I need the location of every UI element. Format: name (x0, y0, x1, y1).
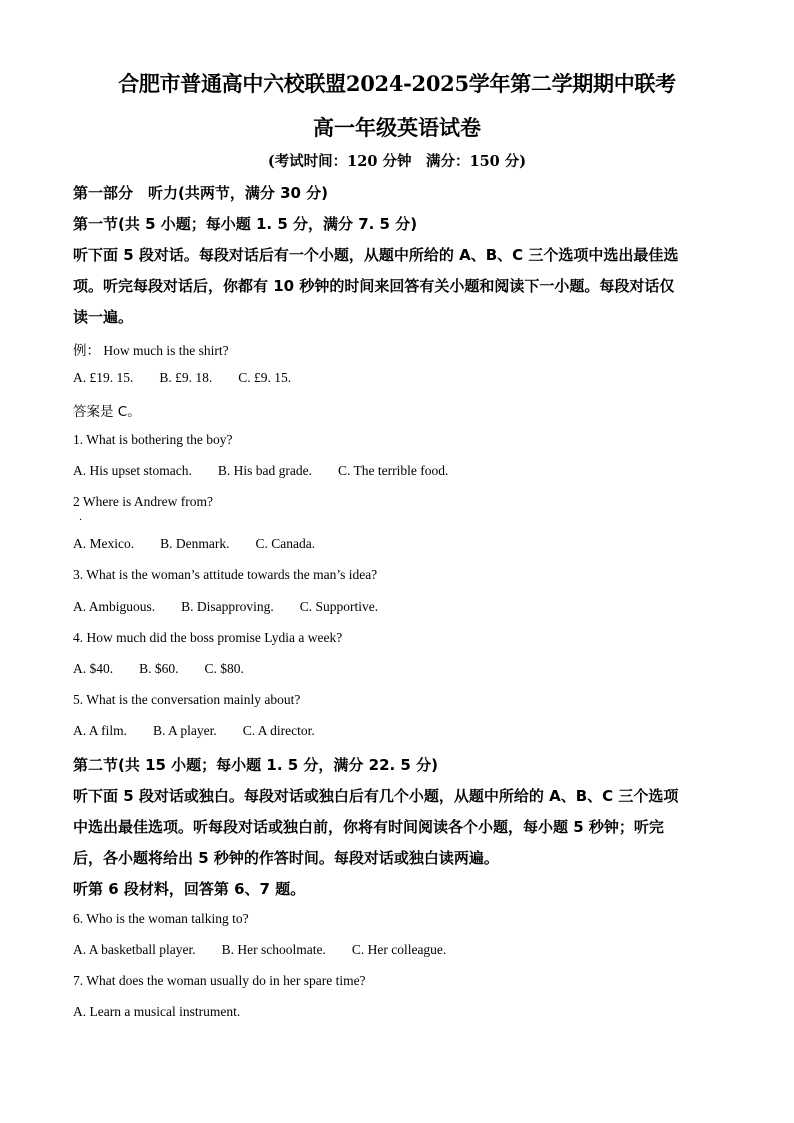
section1-instruction-line-2: 项。听完每段对话后，你都有 10 秒钟的时间来回答有关小题和阅读下一小题。每段对话仅 (73, 277, 675, 295)
option-b: B. Denmark. (160, 536, 230, 551)
question-1-options (73, 463, 448, 479)
material-note: 听第 6 段材料，回答第 6、7 题。 (73, 880, 306, 898)
option-b: B. $60. (139, 661, 179, 676)
question-6: 6. Who is the woman talking to? (73, 911, 249, 926)
section2-instruction-line-3: 后，各小题将给出 5 秒钟的作答时间。每段对话或独白读两遍。 (73, 849, 499, 867)
section2-instruction-line-1: 听下面 5 段对话或独白。每段对话或独白后有几个小题，从题中所给的 A、B、C 三个选项 (73, 787, 679, 805)
example-options (73, 370, 291, 386)
option-b: B. £9. 18. (159, 370, 213, 385)
option-a: A. Mexico. (73, 536, 135, 551)
question-4-options (73, 661, 244, 677)
question-5: 5. What is the conversation mainly about? (73, 692, 301, 707)
option-c: C. Canada. (255, 536, 316, 551)
option-c: C. A director. (242, 723, 315, 738)
exam-info: (考试时间：120 分钟 满分：150 分) (267, 153, 527, 170)
option-a: A. A film. (73, 723, 128, 738)
question-7: 7. What does the woman usually do in her spare time? (73, 973, 366, 988)
question-2: 2 Where is Andrew from? (73, 494, 213, 509)
question-6-options (73, 942, 446, 958)
option-c: C. Supportive. (299, 599, 379, 614)
example-answer: 答案是 C。 (73, 404, 141, 420)
option-a: A. £19. 15. (73, 370, 134, 385)
section2-heading: 第二节(共 15 小题；每小题 1. 5 分，满分 22. 5 分) (73, 756, 438, 774)
question-2-options (73, 536, 315, 552)
exam-subtitle: 高一年级英语试卷 (313, 115, 481, 140)
section1-instruction-line-1: 听下面 5 段对话。每段对话后有一个小题，从题中所给的 A、B、C 三个选项中选出最佳选 (73, 246, 679, 264)
option-b: B. Her schoolmate. (221, 942, 326, 957)
option-b: B. His bad grade. (217, 463, 312, 478)
option-c: C. Her colleague. (351, 942, 447, 957)
exam-title: 合肥市普通高中六校联盟2024-2025学年第二学期期中联考 (118, 71, 676, 96)
question-1: 1. What is bothering the boy? (73, 432, 233, 447)
question-3-options (73, 599, 378, 615)
section1-heading: 第一节(共 5 小题；每小题 1. 5 分，满分 7. 5 分) (73, 215, 418, 233)
question-3: 3. What is the woman’s attitude towards the man’s idea? (73, 567, 378, 582)
stray-dot-mark: · (79, 515, 83, 526)
question-4: 4. How much did the boss promise Lydia a week? (73, 630, 343, 645)
option-c: C. The terrible food. (337, 463, 449, 478)
option-a: A. Ambiguous. (73, 599, 156, 614)
option-a: A. Learn a musical instrument. (73, 1004, 241, 1019)
option-b: B. A player. (153, 723, 217, 738)
option-c: C. $80. (204, 661, 244, 676)
question-7-options (73, 1004, 240, 1020)
part1-heading: 第一部分 听力(共两节，满分 30 分) (73, 184, 329, 202)
section1-instruction-line-3: 读一遍。 (73, 308, 134, 326)
example-question: 例： How much is the shirt? (73, 343, 229, 358)
option-a: A. A basketball player. (73, 942, 196, 957)
option-a: A. His upset stomach. (73, 463, 192, 478)
option-c: C. £9. 15. (238, 370, 292, 385)
question-5-options (73, 723, 315, 739)
option-a: A. $40. (73, 661, 114, 676)
section2-instruction-line-2: 中选出最佳选项。听每段对话或独白前，你将有时间阅读各个小题，每小题 5 秒钟；听完 (73, 818, 664, 836)
option-b: B. Disapproving. (181, 599, 274, 614)
